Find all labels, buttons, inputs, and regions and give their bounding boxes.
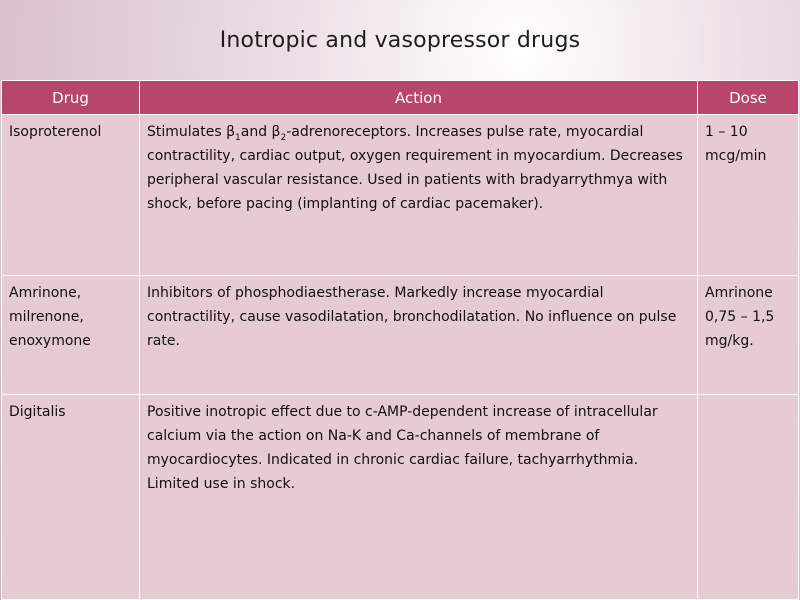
action-cell	[140, 115, 698, 276]
column-header-action: Action	[140, 81, 698, 115]
drug-cell: Isoproterenol	[2, 115, 140, 276]
subscript-2: 2	[280, 132, 287, 143]
subscript-1: 1	[235, 132, 241, 143]
column-header-dose: Dose	[698, 81, 799, 115]
drug-cell: Digitalis	[2, 395, 140, 600]
action-cell: Positive inotropic effect due to c-AMP-dependent increase of intracellular calcium via the action on Na-K and Ca-channels of membrane of myocardiocytes. Indicated in chronic cardiac failure, tachyarrhythmia. Limited use in shock.	[140, 395, 698, 600]
action-text-rest: -adrenoreceptors. Increases pulse rate, myocardial contractility, cardiac output, oxygen requirement in myocardium. Decreases peripheral vascular resistance. Used in patients with bradyarrythmya with shock, before pacing (implanting of cardiac pacemaker).	[147, 124, 683, 212]
dose-cell: 1 – 10 mcg/min	[698, 115, 799, 276]
action-text-intro: Stimulates β	[147, 124, 236, 140]
table-row	[2, 395, 799, 600]
column-header-drug: Drug	[2, 81, 140, 115]
slide-title: Inotropic and vasopressor drugs	[219, 28, 581, 53]
dose-cell	[698, 395, 799, 600]
drug-cell: Amrinone, milrenone, enoxymone	[2, 276, 140, 395]
table-row	[2, 115, 799, 276]
action-text-mid: and β	[240, 124, 281, 140]
table-row	[2, 276, 799, 395]
table-header-row	[2, 81, 799, 115]
dose-cell: Amrinone 0,75 – 1,5 mg/kg.	[698, 276, 799, 395]
action-cell: Inhibitors of phosphodiaestherase. Markedly increase myocardial contractility, cause vasodilatation, bronchodilatation. No influence on pulse rate.	[140, 276, 698, 395]
drug-table	[1, 80, 799, 600]
